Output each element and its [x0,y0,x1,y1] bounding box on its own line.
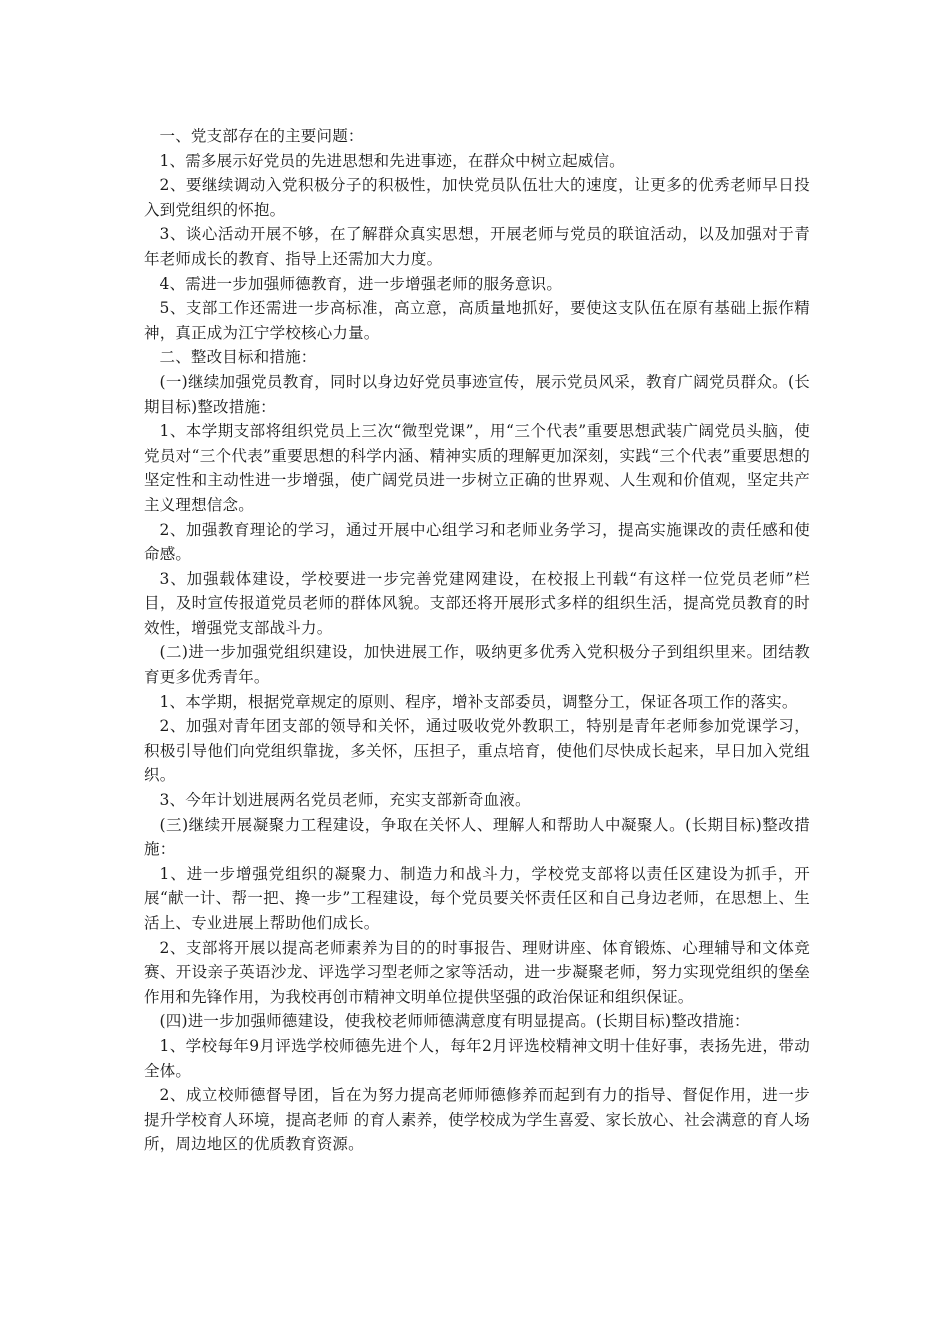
paragraph: 4、需进一步加强师德教育，进一步增强老师的服务意识。 [159,274,563,293]
paragraph: 2、支部将开展以提高老师素养为目的的时事报告、理财讲座、体育锻炼、心理辅导和文体竞赛、开设亲子英语沙龙、评选学习型老师之家等活动，进一步凝聚老师，努力实现党组织的堡垒作用和先锋作用，为我校再创市精神文明单位提供坚强的政治保证和组织保证。 [144,938,810,1006]
section-heading-problems: 一、党支部存在的主要问题： [159,127,364,145]
paragraph: 2、要继续调动入党积极分子的积极性，加快党员队伍壮大的速度，让更多的优秀老师早日投入到党组织的怀抱。 [144,176,810,219]
paragraph: 5、支部工作还需进一步高标准，高立意，高质量地抓好，要使这支队伍在原有基础上振作精神，真正成为江宁学校核心力量。 [144,299,810,342]
paragraph: 1、需多展示好党员的先进思想和先进事迹，在群众中树立起威信。 [159,151,625,170]
subsection-heading: (一)继续加强党员教育，同时以身边好党员事迹宣传，展示党员风采，教育广阔党员群众。(长期目标)整改措施： [144,372,810,416]
paragraph: 1、本学期，根据党章规定的原则、程序，增补支部委员，调整分工，保证各项工作的落实。 [159,692,798,711]
paragraph: 3、加强载体建设，学校要进一步完善党建网建设，在校报上刊载“有这样一位党员老师”栏目，及时宣传报道党员老师的群体风貌。支部还将开展形式多样的组织生活，提高党员教育的时效性，增强党支部战斗力。 [144,569,810,637]
document-body [144,124,810,1157]
paragraph: 3、今年计划进展两名党员老师，充实支部新奇血液。 [159,791,531,810]
section-heading-measures: 二、整改目标和措施： [159,348,317,367]
paragraph: 1、学校每年9月评选学校师德先进个人，每年2月评选校精神文明十佳好事，表扬先进，带动全体。 [144,1036,810,1080]
paragraph: 2、成立校师德督导团，旨在为努力提高老师师德修养而起到有力的指导、督促作用，进一步提升学校育人环境，提高老师 的育人素养，使学校成为学生喜爱、家长放心、社会满意的育人场所，周边地区的优质教育资源。 [144,1086,810,1154]
paragraph: 2、加强对青年团支部的领导和关怀，通过吸收党外教职工，特别是青年老师参加党课学习，积极引导他们向党组织靠拢，多关怀，压担子，重点培育，使他们尽快成长起来，早日加入党组织。 [144,717,810,785]
subsection-heading: (二)进一步加强党组织建设，加快进展工作，吸纳更多优秀入党积极分子到组织里来。团结教育更多优秀青年。 [144,643,810,687]
subsection-heading: (三)继续开展凝聚力工程建设，争取在关怀人、理解人和帮助人中凝聚人。(长期目标)整改措施： [144,815,810,859]
paragraph: 2、加强教育理论的学习，通过开展中心组学习和老师业务学习，提高实施课改的责任感和使命感。 [144,520,810,564]
paragraph: 1、进一步增强党组织的凝聚力、制造力和战斗力，学校党支部将以责任区建设为抓手，开展“献一计、帮一把、搀一步”工程建设，每个党员要关怀责任区和自己身边老师，在思想上、生活上、专业进展上帮助他们成长。 [144,864,810,932]
subsection-heading: (四)进一步加强师德建设，使我校老师师德满意度有明显提高。(长期目标)整改措施： [159,1012,750,1031]
paragraph: 3、谈心活动开展不够，在了解群众真实思想，开展老师与党员的联谊活动，以及加强对于青年老师成长的教育、指导上还需加大力度。 [144,225,810,268]
paragraph: 1、本学期支部将组织党员上三次“微型党课”，用“三个代表”重要思想武装广阔党员头脑，使党员对“三个代表”重要思想的科学内涵、精神实质的理解更加深刻，实践“三个代表”重要思想的坚定性和主动性进一步增强，使广阔党员进一步树立正确的世界观、人生观和价值观，坚定共产主义理想信念。 [144,422,810,514]
